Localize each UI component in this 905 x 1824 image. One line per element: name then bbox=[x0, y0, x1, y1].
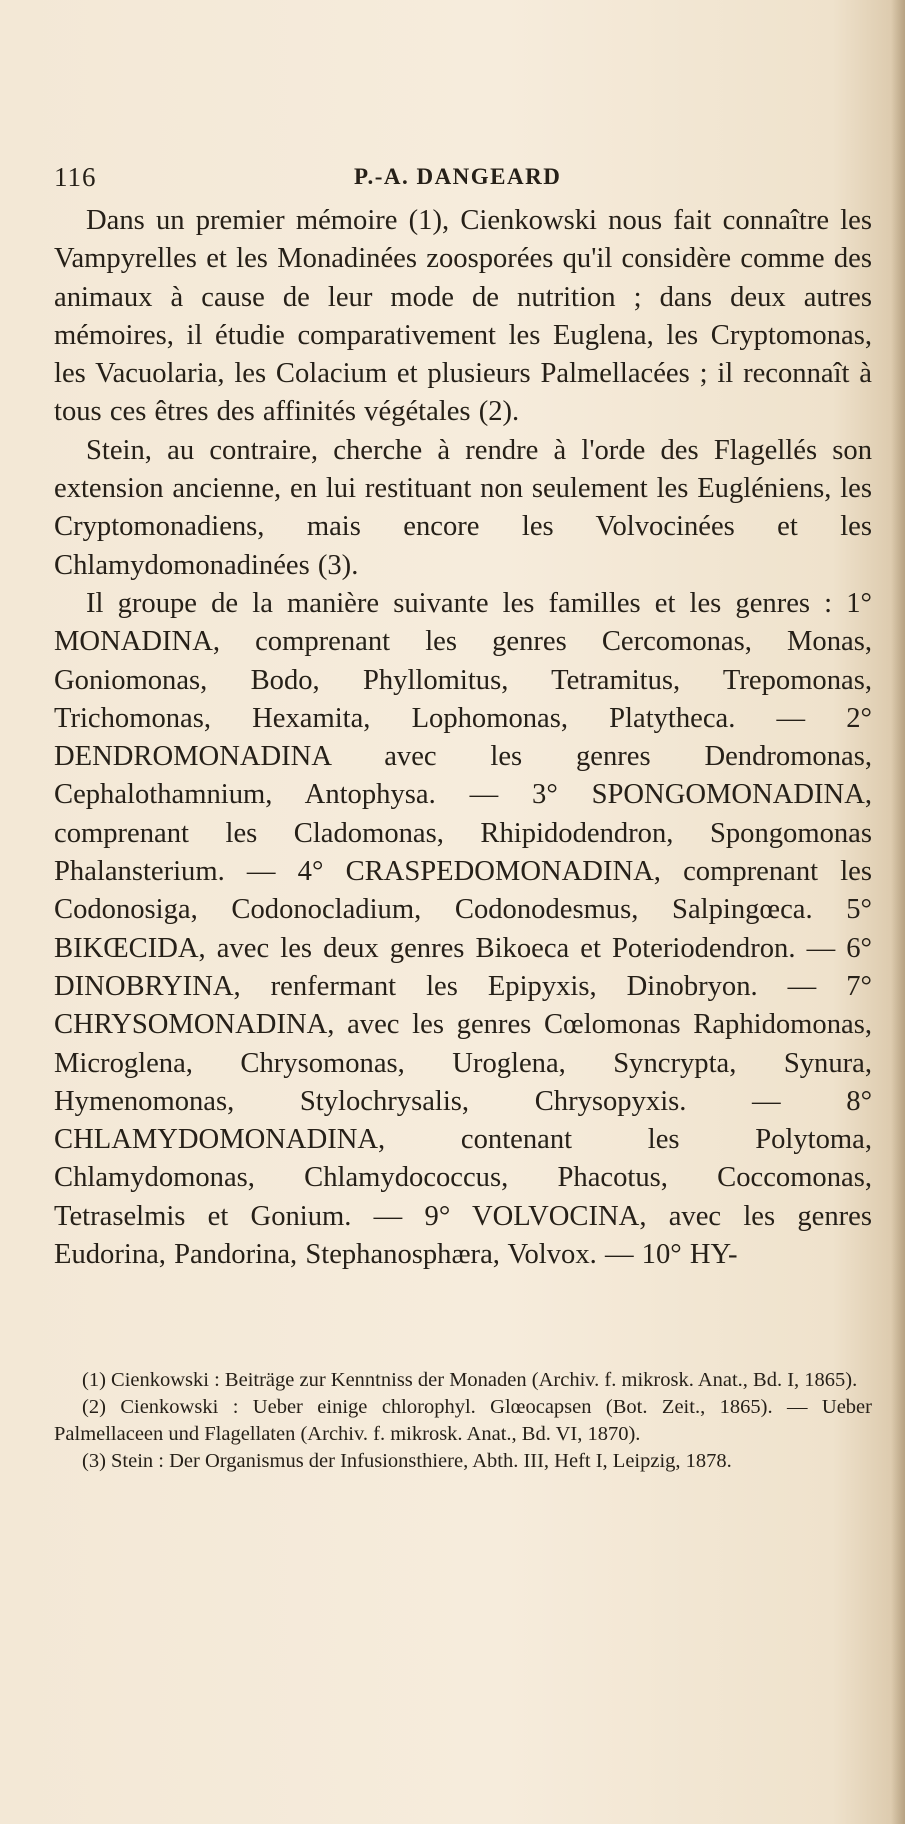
page-number: 116 bbox=[54, 162, 97, 192]
footnote: (1) Cienkowski : Beiträge zur Kenntniss der Monaden (Archiv. f. mikrosk. Anat., Bd. I, 1865). bbox=[82, 1369, 858, 1391]
running-head: P.-A. DANGEARD bbox=[354, 164, 562, 189]
paragraph: Il groupe de la manière suivante les familles et les genres : 1° MONADINA, comprenant les genres Cercomonas, Monas, Goniomonas, Bodo, Phyllomitus, Tetramitus, Trepomonas, Trichomonas, Hexamita, Lophomonas, Platytheca. — 2° DENDROMONADINA avec les genres Dendromonas, Cephalothamnium, Antophysa. — 3° SPONGOMONADINA, comprenant les Cladomonas, Rhipidodendron, Spongomonas Phalansterium. — 4° CRASPEDOMONADINA, comprenant les Codonosiga, Codonocladium, Codonodesmus, Salpingœca. 5° BIKŒCIDA, avec les deux genres Bikoeca et Poteriodendron. — 6° DINOBRYINA, renfermant les Epipyxis, Dinobryon. — 7° CHRYSOMONADINA, avec les genres Cœlomonas Raphidomonas, Microglena, Chrysomonas, Uroglena, Syncrypta, Synura, Hymenomonas, Stylochrysalis, Chrysopyxis. — 8° CHLAMYDOMONADINA, contenant les Polytoma, Chlamydomonas, Chlamydococcus, Phacotus, Coccomonas, Tetraselmis et Gonium. — 9° VOLVOCINA, avec les genres Eudorina, Pandorina, Stephanosphæra, Volvox. — 10° HY- bbox=[54, 587, 872, 1271]
footnote: (2) Cienkowski : Ueber einige chlorophyl. Glœocapsen (Bot. Zeit., 1865). — Ueber Palmellaceen und Flagellaten (Archiv. f. mikrosk. Anat., Bd. VI, 1870). bbox=[54, 1396, 872, 1445]
footnotes bbox=[54, 1367, 872, 1475]
paragraph: Stein, au contraire, cherche à rendre à l'orde des Flagellés son extension ancienne, en lui restituant non seulement les Eugléniens, les Cryptomonadiens, mais encore les Volvocinées et les Chlamydomonadinées (3). bbox=[54, 434, 872, 581]
page-header bbox=[54, 162, 874, 200]
body-text bbox=[54, 202, 872, 1274]
paragraph: Dans un premier mémoire (1), Cienkowski nous fait connaître les Vampyrelles et les Monadinées zoosporées qu'il considère comme des animaux à cause de leur mode de nutrition ; dans deux autres mémoires, il étudie comparativement les Euglena, les Cryptomonas, les Vacuolaria, les Colacium et plusieurs Palmellacées ; il reconnaît à tous ces êtres des affinités végétales (2). bbox=[54, 205, 872, 428]
footnote: (3) Stein : Der Organismus der Infusionsthiere, Abth. III, Heft I, Leipzig, 1878. bbox=[82, 1450, 732, 1472]
page-edge-shadow bbox=[891, 0, 905, 1824]
